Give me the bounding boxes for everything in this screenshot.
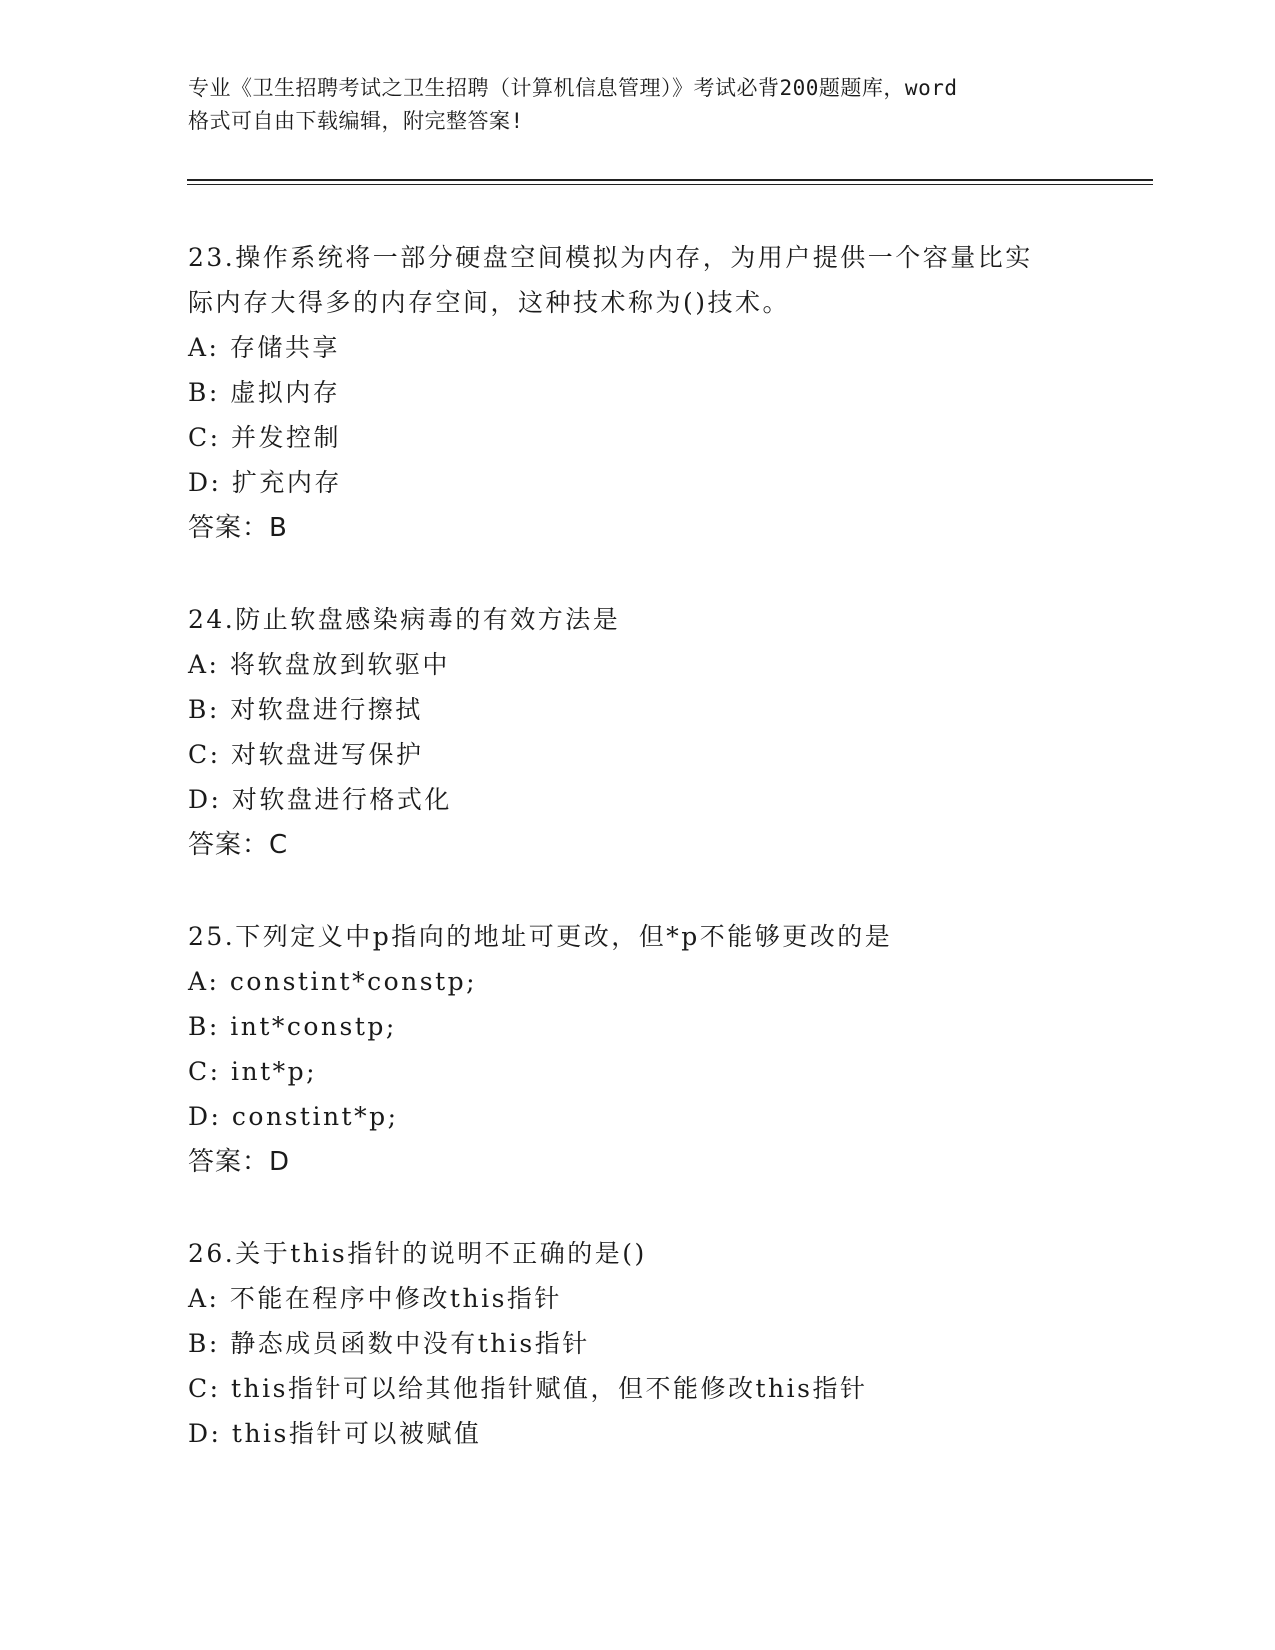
question-stem-line: 23.操作系统将一部分硬盘空间模拟为内存，为用户提供一个容量比实 [188,243,1033,272]
option-a: A: constint*constp; [188,967,478,996]
option-b: B: int*constp; [188,1012,397,1041]
option-c: C: 并发控制 [188,423,341,452]
option-d: D: this指针可以被赋值 [188,1419,482,1448]
header-line-2: 格式可自由下载编辑，附完整答案! [188,109,524,133]
option-c: C: 对软盘进写保护 [188,740,424,769]
option-a: A: 存储共享 [188,333,340,362]
header-line-1: 专业《卫生招聘考试之卫生招聘（计算机信息管理）》考试必背200题题库，word [188,76,958,100]
option-b: B: 虚拟内存 [188,378,341,407]
option-b: B: 静态成员函数中没有this指针 [188,1329,590,1358]
question-stem-line: 25.下列定义中p指向的地址可更改，但*p不能够更改的是 [188,922,893,951]
question-stem-line: 际内存大得多的内存空间，这种技术称为()技术。 [188,288,791,317]
answer-label: 答案：C [188,830,289,860]
question-25 [188,914,1148,1185]
option-c: C: this指针可以给其他指针赋值，但不能修改this指针 [188,1374,868,1403]
option-c: C: int*p; [188,1057,318,1086]
question-26 [188,1231,1148,1456]
option-b: B: 对软盘进行擦拭 [188,695,423,724]
question-stem-line: 26.关于this指针的说明不正确的是() [188,1239,647,1268]
header-divider [187,179,1153,185]
document-header [188,72,1088,138]
question-23 [188,235,1148,551]
question-stem-line: 24.防止软盘感染病毒的有效方法是 [188,605,621,634]
option-d: D: constint*p; [188,1102,399,1131]
option-a: A: 不能在程序中修改this指针 [188,1284,562,1313]
answer-label: 答案：D [188,1147,291,1177]
option-d: D: 对软盘进行格式化 [188,785,452,814]
question-list [188,235,1148,1502]
answer-label: 答案：B [188,513,288,543]
question-24 [188,597,1148,868]
option-a: A: 将软盘放到软驱中 [188,650,450,679]
option-d: D: 扩充内存 [188,468,342,497]
